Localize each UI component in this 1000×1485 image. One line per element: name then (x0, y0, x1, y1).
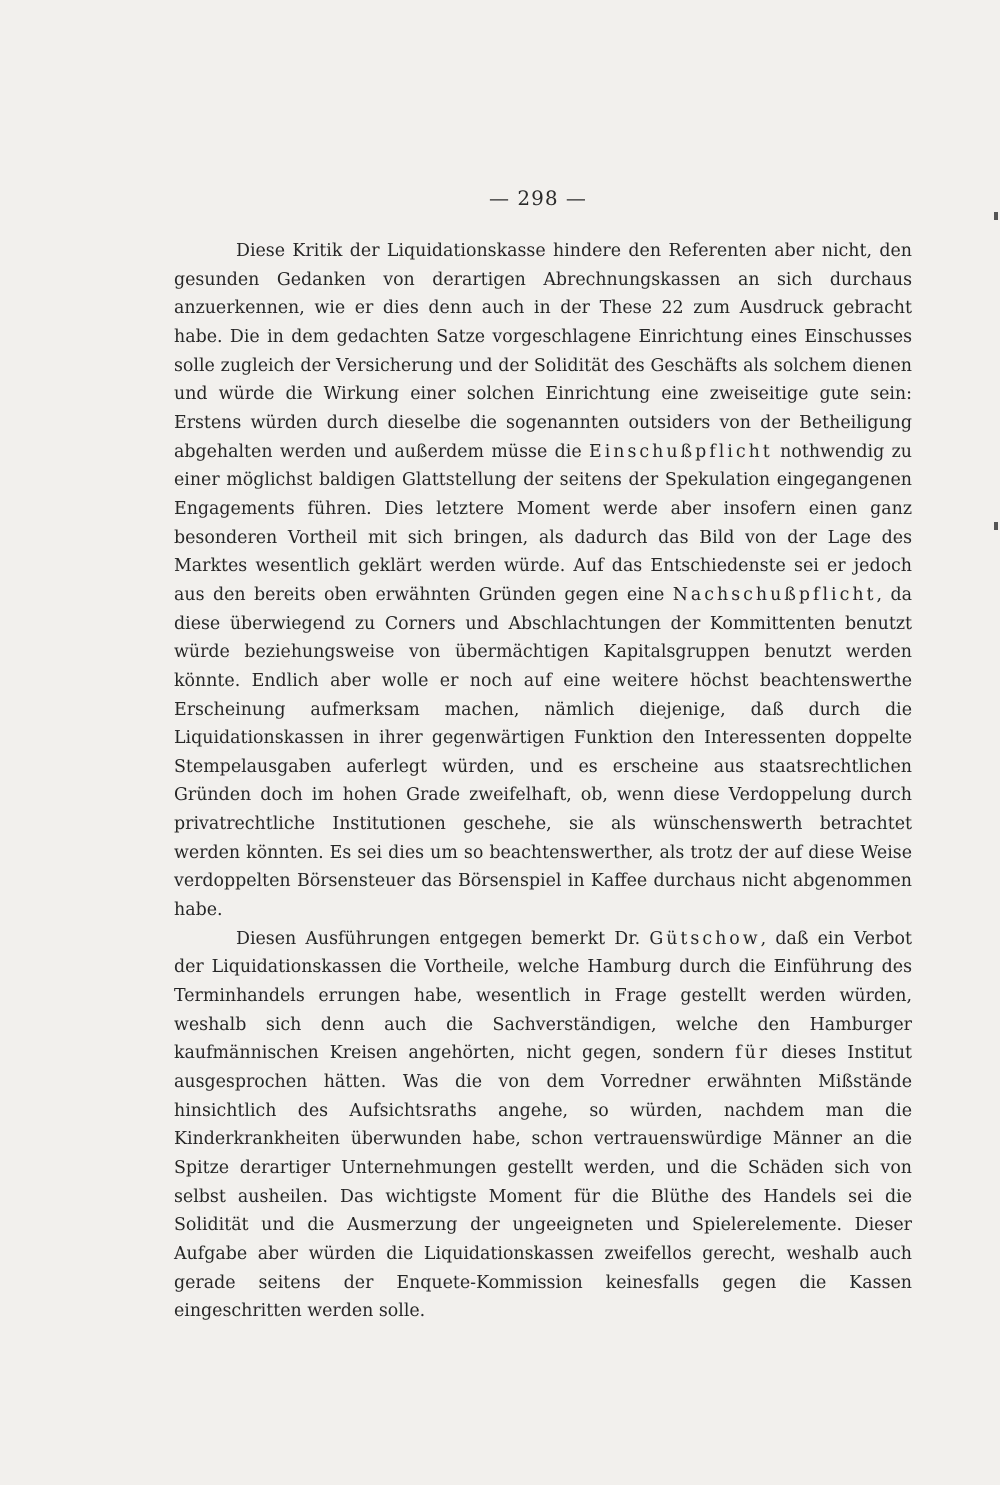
edge-mark (994, 522, 998, 530)
paragraph (174, 925, 912, 1326)
text-segment: , da diese überwiegend zu Corners und Abschlachtungen der Kommittenten benutzt würde beziehungsweise von übermächtigen Kapitalsgruppen benutzt werden könnte. Endlich aber wolle er noch auf eine weitere höchst beachtenswerthe Erscheinung aufmerksam machen, nämlich diejenige, daß durch die Liquidationskassen in ihrer gegenwärtigen Funktion den Interessenten doppelte Stempelausgaben auferlegt würden, und es erscheine aus staatsrechtlichen Gründen doch im hohen Grade zweifelhaft, ob, wenn diese Verdoppelung durch privatrechtliche Institutionen geschehe, sie als wünschenswerth betrachtet werden könnten. Es sei dies um so beachtenswerther, als trotz der auf diese Weise verdoppelten Börsensteuer das Börsenspiel in Kaffee durchaus nicht abgenommen habe. (174, 584, 912, 921)
page-edge (988, 0, 1000, 1485)
text-segment: Diese Kritik der Liquidationskasse hindere den Referenten aber nicht, den gesunden Gedanken von derartigen Abrechnungskassen an sich durchaus anzuerkennen, wie er dies denn auch in der These 22 zum Ausdruck gebracht habe. Die in dem gedachten Satze vorgeschlagene Einrichtung eines Einschusses solle zugleich der Versicherung und der Solidität des Geschäfts als solchem dienen und würde die Wirkung einer solchen Einrichtung eine zweiseitige gute sein: Erstens würden durch dieselbe die sogenannten outsiders von der Betheiligung abgehalten werden und außerdem müsse die (174, 241, 912, 462)
edge-mark (994, 212, 998, 220)
text-segment: dieses Institut ausgesprochen hätten. Was die von dem Vorredner erwähnten Mißstände hinsichtlich des Aufsichtsraths angehe, so würden, nachdem man die Kinderkrankheiten überwunden habe, schon vertrauenswürdige Männer an die Spitze derartiger Unternehmungen gestellt werden, und die Schäden sich von selbst ausheilen. Das wichtigste Moment für die Blüthe des Handels sei die Solidität und die Ausmerzung der ungeeigneten und Spielerelemente. Dieser Aufgabe aber würden die Liquidationskassen zweifellos gerecht, weshalb auch gerade seitens der Enquete-Kommission keinesfalls gegen die Kassen eingeschritten werden solle. (174, 1043, 913, 1322)
text-segment: , daß ein Verbot der Liquidationskassen die Vortheile, welche Hamburg durch die Einführung des Terminhandels errungen habe, wesentlich in Frage gestellt werden würden, weshalb sich denn auch die Sachverständigen, welche den Hamburger kaufmännischen Kreisen angehörten, nicht gegen, sondern (174, 928, 912, 1064)
emphasized-text: Gütschow (649, 928, 761, 949)
text-segment: Diesen Ausführungen entgegen bemerkt Dr. (236, 928, 650, 949)
page-number: — 298 — (489, 186, 587, 210)
emphasized-text: Nachschußpflicht (672, 584, 877, 605)
emphasized-text: Einschußpflicht (589, 441, 773, 462)
emphasized-text: für (735, 1043, 771, 1064)
paragraph (174, 237, 912, 925)
body-text (174, 237, 912, 1326)
text-segment: nothwendig zu einer möglichst baldigen Glattstellung der seitens der Spekulation eingegangenen Engagements führen. Dies letztere Moment werde aber insofern einen ganz besonderen Vortheil mit sich bringen, als dadurch das Bild von der Lage des Marktes wesentlich geklärt werden würde. Auf das Entschiedenste sei er jedoch aus den bereits oben erwähnten Gründen gegen eine (174, 441, 912, 605)
